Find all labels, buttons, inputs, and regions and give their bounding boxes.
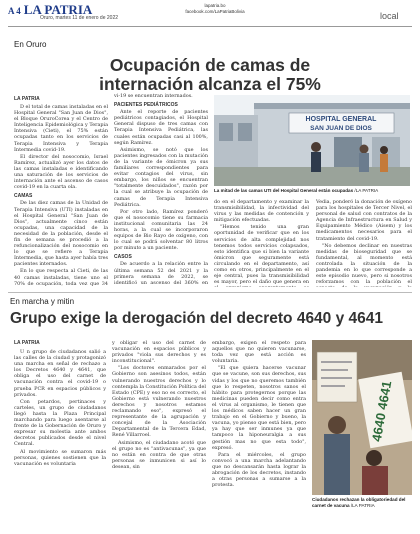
subhead-camas: CAMAS — [14, 193, 33, 200]
article1-column-4 — [316, 199, 412, 287]
paper-name: LA PATRIA — [23, 2, 93, 17]
website-link[interactable]: lapatria.bo — [204, 3, 226, 8]
paragraph: De las diez camas de la Unidad de Terapia Intensiva (UTI) instaladas en el Hospital General "San Juan de Dios", actualmente cinco están ocupadas, una capacidad de la necesidad de la población, desde el fin de semana se procedió a la refuncionalización del nosocomio en lo que se refiere a Terapia Intermedia, que hasta ayer había tres pacientes internados. — [14, 200, 108, 268]
paragraph: Ante el reporte de pacientes pediátricos contagiados, el Hospital General dispuso de tres camas con Terapia Intensiva Pediátrica, las cuales están ocupadas casi al 100%, según Ramírez. — [114, 109, 208, 146]
section-label: local — [380, 11, 399, 21]
subhead-casos: CASOS — [114, 254, 132, 261]
article1-headline-line1: Ocupación de camas de — [109, 55, 311, 75]
caption-text: La mitad de las camas UTI del Hospital General están ocupadas — [214, 188, 354, 193]
paragraph: vi-19 se encuentran internados. — [114, 93, 193, 99]
article2-column-3 — [212, 340, 306, 531]
paragraph: De acuerdo a la relación entre la última semana 52 del 2021 y la primera semana de 2022, se identificó un ascenso del 360% en — [114, 261, 208, 286]
paragraph: D el total de camas instaladas en el Hospital General "San Juan de Dios", el Bloque OruroCorea y el Centro de Inteligencia Epidemiológica y Terapia Intensiva (Cieti), el 75% están ocupadas tanto en los servicios de Terapia Intensiva y Terapia Intermedia covid-19. — [14, 104, 108, 153]
article1-column-2 — [114, 93, 208, 286]
page-label: A 4 — [8, 6, 21, 16]
paragraph: Al movimiento se sumaron más personas, quienes sostienen que la vacunación es voluntaria — [14, 448, 106, 467]
header-rule — [8, 26, 412, 27]
article1-column-3 — [214, 199, 309, 287]
subhead-pediatricos: PACIENTES PEDIÁTRICOS — [114, 102, 178, 109]
paragraph: do en el departamento y examinar la transmisibilidad, la infectividad del virus y las medidas de contención y mitigación efectuadas. — [214, 199, 309, 224]
facebook-link[interactable]: facebook.com/LaPatriaBolivia — [185, 9, 245, 14]
paragraph: "Los doctores enmarados por el Gobierno son asesinos todos, están vulnerando nuestros derechos y lo contempla la Constitución Política del Estado (CPE) y eso no es correcto, el Gobierno está vulnerando nuestros derechos y nosotros estamos reclamando eso", expresó el representante de la agrupación y concejal de la Asociación Departamental de la Tercera Edad, René Villarroel. — [112, 365, 206, 439]
article2-column-2 — [112, 340, 206, 531]
paragraph: Por otro lado, Ramírez ponderó que el nosocomio tiene su farmacia institucional comunitaria las 24 horas, a la cual se incorporaron equipos de Bio Rayo de oxígeno, con lo cual se podrá solventar 80 litros por minuto a un paciente. — [114, 208, 208, 252]
hospital-photo — [214, 95, 410, 186]
hospital-sign-line1: HOSPITAL GENERAL — [305, 116, 377, 123]
article2-byline: LA PATRIA — [14, 340, 40, 346]
paragraph: embargo, exigen el respeto para aquellos que no quieren vacunarse, toda vez que está acción es voluntaria. — [212, 340, 306, 365]
paragraph: En lo que respecta al Cieti, de las 40 camas instaladas, tiene uno el 70% de ocupación, toda vez que 34 — [14, 268, 108, 286]
hospital-photo-caption — [214, 188, 412, 193]
article2-headline: Grupo exige la derogación del decreto 4640 y 4641 — [10, 310, 384, 327]
website-block — [175, 3, 255, 15]
hospital-sign-line2: SAN JUAN DE DIOS — [310, 125, 372, 132]
article2-kicker: En marcha y mitin — [10, 297, 75, 306]
article1-headline-line2: internación alcanza el 75% — [99, 74, 321, 94]
article-separator — [8, 292, 412, 293]
paragraph: Vedia, ponderó la donación de oxígeno para los hospitales de Tercer Nivel, el personal de salud con contratos de la Agencia de Infraestructura en Salud y Equipamiento Médico (Aisem) y los medicamentos necesarios para el tratamiento del covid-19. — [316, 199, 412, 242]
protest-photo — [312, 340, 412, 495]
protest-photo-illustration — [312, 340, 412, 495]
article1-byline: LA PATRIA — [14, 96, 40, 102]
paragraph: y obligar el uso del carnet de vacunación en espacios públicos y privados "viola sus derechos y es inconstitucional". — [112, 340, 206, 365]
article1-headline — [30, 56, 390, 94]
paragraph: U n grupo de ciudadanos salió a las calles de la ciudad y protagonizó una marcha en señal de rechazo a los Decretos 4640 y 4641, que obliga el uso del carnet de vacunación contra el covid-19 o prueba PCR en espacios públicos y privados. — [14, 349, 106, 398]
article1-column-1 — [14, 104, 108, 286]
paragraph: Para el miércoles, el grupo convocó a una marcha adelantando que no descansarán hasta lograr la abrogación de los decretos, instando a otras personas a sumarse a la protesta. — [212, 451, 306, 489]
paragraph: El director del nosocomio, Israel Ramírez, actualizó ayer los datos de las camas instaladas e identificando una saturación de los servicios de internación ante el ascenso de casos covid-19 en la cuarta ola. — [14, 153, 108, 191]
caption-credit: /LA PATRIA — [350, 503, 375, 508]
paragraph: "No debemos declinar en nuestras medidas de bioseguridad que se fundamental, al momento está controlada la situación de la pandemia en lo que corresponde a este episodio nuevo, pero si nosotros reforzamos con la población el — [316, 242, 412, 286]
hospital-photo-illustration — [214, 95, 410, 186]
protest-photo-caption — [312, 497, 412, 509]
article2-column-1 — [14, 349, 106, 531]
protest-sign-text: 4640 4641 — [368, 379, 395, 443]
paragraph: "El que quiera hacerse vacunar que se vacune, son sus derechos, sus vidas y los que no queremos también que lo respeten, nosotros sanos el hábito para protegernos porque las medicinas pueden decir como entra el virus al organismo, le tienen que los médicos saben hacer un gran trabajo en el Gobierno y bueno, la vacuna, yo pienso que está bien, pero ya hay que ser inmunes ya que tampoco la hiponeuralgia a sus gestión mas no que esta todo", expresó. — [212, 365, 306, 451]
paragraph: Asimismo, se notó que los pacientes ingresados con la mutación de la variante de ómicron ya sus familiares correspondientes para evitar contagios del virus, sin embargo, los niños se encuentran "totalmente descuidados", razón por la cual se atribuye la ocupación de camas de Terapia Intensiva Pediátrica. — [114, 146, 208, 208]
paragraph: Con petardos, pertinaces y carteles, un grupo de ciudadanos llegó hasta la Plaza Principal marchando para luego asentarse al frente de la Gobernación de Oruro y expresar su molestia ante ambos decretos publicados desde el nivel Central. — [14, 398, 106, 448]
paragraph: "Hemos tenido una gran oportunidad de verificar que en los servicios de alta complejidad nos tenemos todos servicios colapsados, esto identifica que si bien la variante ómicron que seguramente está circulando en el departamento, así como en otros, principalmente en el eje central, pues la transmisibilidad es mayor, pero el daño que genera en — [214, 224, 309, 286]
paragraph: Asimismo, el ciudadano acotó que el grupo no es "antivacunas", ya que no están en contra de que otras personas se inmunicen si así lo desean, sin — [112, 439, 206, 470]
date-line: Oruro, martes 11 de enero de 2022 — [40, 15, 119, 21]
article1-kicker: En Oruro — [14, 40, 47, 49]
caption-text: Ciudadanos rechazan la obligatoriedad del carnet de vacuna — [312, 497, 406, 508]
caption-credit: /LA PATRIA — [354, 188, 379, 193]
